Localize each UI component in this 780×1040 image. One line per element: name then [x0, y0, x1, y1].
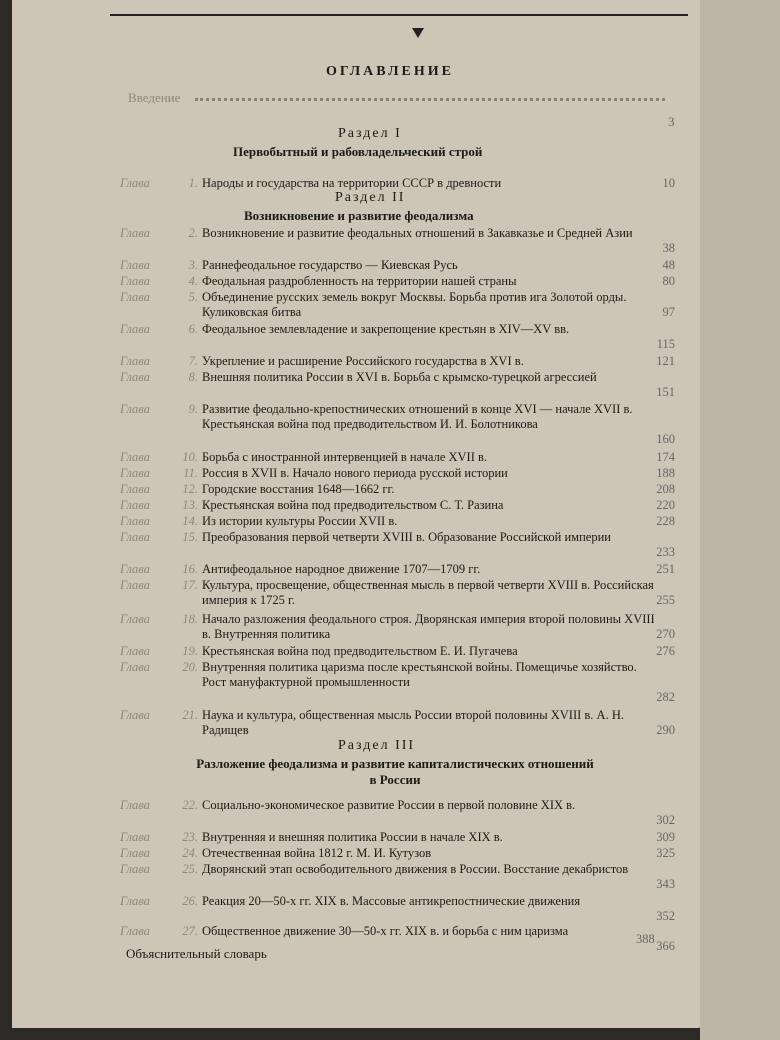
- section-3-label: Раздел III: [338, 738, 416, 753]
- chapter-row: [120, 450, 675, 465]
- chapter-label: Глава: [120, 354, 150, 368]
- chapter-title: Культура, просвещение, общественная мысль в первой четверти XVIII в. Российская империя к 1725 г.: [202, 578, 654, 607]
- chapter-title: Преобразования первой четверти XVIII в. Образование Российской империи: [202, 530, 611, 544]
- chapter-row: [120, 354, 675, 369]
- chapter-label: Глава: [120, 924, 150, 938]
- section-2-subtitle: Возникновение и развитие феодализма: [244, 208, 474, 223]
- chapter-title: Из истории культуры России XVII в.: [202, 514, 398, 528]
- chapter-page: 233: [656, 545, 675, 559]
- chapter-num: 19.: [182, 644, 198, 658]
- chapter-row: [120, 644, 675, 659]
- chapter-row: [120, 612, 675, 642]
- chapter-label: Глава: [120, 612, 150, 626]
- glossary-page: 388: [636, 932, 655, 946]
- intro-page: 3: [668, 114, 675, 129]
- chapter-num: 17.: [182, 578, 198, 592]
- chapter-row: [120, 708, 675, 738]
- chapter-num: 2.: [188, 226, 198, 240]
- chapter-label: Глава: [120, 176, 150, 190]
- chapter-title: Внутренняя и внешняя политика России в начале XIX в.: [202, 830, 503, 844]
- chapter-page: 276: [656, 644, 675, 658]
- section-2-label: Раздел II: [335, 190, 406, 205]
- chapter-label: Глава: [120, 274, 150, 288]
- chapter-row: [120, 370, 675, 400]
- chapter-num: 16.: [182, 562, 198, 576]
- chapter-row: [120, 894, 675, 924]
- facing-page-edge: [700, 0, 780, 1040]
- chapter-row: [120, 846, 675, 861]
- chapter-label: Глава: [120, 258, 150, 272]
- chapter-title: Борьба с иностранной интервенцией в начале XVII в.: [202, 450, 488, 464]
- chapter-row: [120, 290, 675, 320]
- chapter-page: 251: [656, 562, 675, 576]
- chapter-label: Глава: [120, 830, 150, 844]
- chapter-page: 208: [656, 482, 675, 496]
- chapter-title: Социально-экономическое развитие России в первой половине XIX в.: [202, 798, 576, 812]
- chapter-label: Глава: [120, 226, 150, 240]
- chapter-num: 1.: [188, 176, 198, 190]
- chapter-row: [120, 402, 675, 447]
- chapter-title: Феодальное землевладение и закрепощение крестьян в XIV—XV вв.: [202, 322, 570, 336]
- chapter-page: 270: [656, 627, 675, 641]
- chapter-row: [120, 862, 675, 892]
- chapter-num: 23.: [182, 830, 198, 844]
- chapter-num: 5.: [188, 290, 198, 304]
- chapter-num: 7.: [188, 354, 198, 368]
- chapter-title: Начало разложения феодального строя. Дворянская империя второй половины XVIII в. Внутренняя политика: [202, 612, 655, 641]
- section-1-subtitle: Первобытный и рабовладельческий строй: [233, 144, 483, 159]
- chapter-title: Отечественная война 1812 г. М. И. Кутузов: [202, 846, 432, 860]
- chapter-page: 48: [662, 258, 675, 272]
- chapter-row: [120, 660, 675, 705]
- triangle-marker-icon: [412, 28, 424, 38]
- chapter-label: Глава: [120, 894, 150, 908]
- leader-dots: [195, 98, 665, 101]
- chapter-title: Феодальная раздробленность на территории нашей страны: [202, 274, 517, 288]
- chapter-label: Глава: [120, 798, 150, 812]
- chapter-num: 22.: [182, 798, 198, 812]
- chapter-title: Городские восстания 1648—1662 гг.: [202, 482, 395, 496]
- chapter-label: Глава: [120, 498, 150, 512]
- chapter-row: [120, 226, 675, 256]
- chapter-row: [120, 274, 675, 289]
- chapter-page: 325: [656, 846, 675, 860]
- chapter-label: Глава: [120, 846, 150, 860]
- chapter-title: Крестьянская война под предводительством С. Т. Разина: [202, 498, 504, 512]
- chapter-num: 20.: [182, 660, 198, 674]
- chapter-num: 15.: [182, 530, 198, 544]
- chapter-row: [120, 830, 675, 845]
- chapter-page: 174: [656, 450, 675, 464]
- chapter-page: 151: [656, 385, 675, 399]
- chapter-row: [120, 530, 675, 560]
- section-1-label: Раздел I: [338, 126, 402, 141]
- chapter-label: Глава: [120, 466, 150, 480]
- chapter-title: Возникновение и развитие феодальных отношений в Закавказье и Средней Азии: [202, 226, 633, 240]
- chapter-num: 21.: [182, 708, 198, 722]
- chapter-title: Народы и государства на территории СССР в древности: [202, 176, 502, 190]
- chapter-label: Глава: [120, 482, 150, 496]
- chapter-title: Общественное движение 30—50-х гг. XIX в. и борьба с ним царизма: [202, 924, 569, 938]
- chapter-num: 4.: [188, 274, 198, 288]
- chapter-num: 18.: [182, 612, 198, 626]
- chapter-num: 6.: [188, 322, 198, 336]
- top-rule: [110, 14, 688, 16]
- section-3-subtitle: Разложение феодализма и развитие капиталистических отношений в России: [196, 756, 594, 787]
- chapter-label: Глава: [120, 514, 150, 528]
- chapter-row: [120, 258, 675, 273]
- chapter-label: Глава: [120, 450, 150, 464]
- chapter-label: Глава: [120, 644, 150, 658]
- page-title: ОГЛАВЛЕНИЕ: [326, 64, 454, 79]
- chapter-page: 97: [662, 305, 675, 319]
- chapter-page: 220: [656, 498, 675, 512]
- chapter-page: 352: [656, 909, 675, 923]
- chapter-title: Россия в XVII в. Начало нового периода русской истории: [202, 466, 508, 480]
- chapter-num: 12.: [182, 482, 198, 496]
- chapter-page: 282: [656, 690, 675, 704]
- chapter-title: Антифеодальное народное движение 1707—1709 гг.: [202, 562, 481, 576]
- chapter-num: 3.: [188, 258, 198, 272]
- chapter-row: [120, 514, 675, 529]
- chapter-num: 9.: [188, 402, 198, 416]
- chapter-num: 8.: [188, 370, 198, 384]
- glossary-label: Объяснительный словарь: [126, 946, 267, 961]
- chapter-title: Реакция 20—50-х гг. XIX в. Массовые антикрепостнические движения: [202, 894, 581, 908]
- chapter-label: Глава: [120, 578, 150, 592]
- chapter-row: [120, 322, 675, 352]
- chapter-page: 309: [656, 830, 675, 844]
- chapter-page: 121: [656, 354, 675, 368]
- chapter-page: 10: [662, 176, 675, 190]
- chapter-page: 38: [662, 241, 675, 255]
- intro-label: Введение: [128, 90, 181, 105]
- chapter-label: Глава: [120, 862, 150, 876]
- chapter-num: 27.: [182, 924, 198, 938]
- chapter-title: Укрепление и расширение Российского государства в XVI в.: [202, 354, 524, 368]
- chapter-page: 343: [656, 877, 675, 891]
- chapter-page: 160: [656, 432, 675, 446]
- chapter-row: [120, 798, 675, 828]
- chapter-page: 115: [656, 337, 675, 351]
- chapter-row: [120, 482, 675, 497]
- chapter-title: Внутренняя политика царизма после крестьянской войны. Помещичье хозяйство. Рост мануфактурной промышленности: [202, 660, 637, 689]
- chapter-title: Наука и культура, общественная мысль России второй половины XVIII в. А. Н. Радищев: [202, 708, 624, 737]
- chapter-page: 80: [662, 274, 675, 288]
- chapter-label: Глава: [120, 402, 150, 416]
- chapter-num: 25.: [182, 862, 198, 876]
- chapter-label: Глава: [120, 562, 150, 576]
- chapter-title: Развитие феодально-крепостнических отношений в конце XVI — начале XVII в. Крестьянская война под предводительством И. И. Болотникова: [202, 402, 633, 431]
- chapter-row: [120, 498, 675, 513]
- chapter-num: 14.: [182, 514, 198, 528]
- chapter-row: [120, 578, 675, 608]
- chapter-label: Глава: [120, 322, 150, 336]
- chapter-num: 11.: [183, 466, 198, 480]
- chapter-num: 26.: [182, 894, 198, 908]
- chapter-label: Глава: [120, 290, 150, 304]
- chapter-label: Глава: [120, 370, 150, 384]
- chapter-title: Внешняя политика России в XVI в. Борьба с крымско-турецкой агрессией: [202, 370, 597, 384]
- chapter-title: Объединение русских земель вокруг Москвы. Борьба против ига Золотой орды. Куликовская битва: [202, 290, 627, 319]
- chapter-label: Глава: [120, 660, 150, 674]
- chapter-label: Глава: [120, 530, 150, 544]
- chapter-row: [120, 562, 675, 577]
- chapter-title: Крестьянская война под предводительством Е. И. Пугачева: [202, 644, 518, 658]
- chapter-row: [120, 176, 675, 191]
- chapter-page: 302: [656, 813, 675, 827]
- chapter-title: Раннефеодальное государство — Киевская Русь: [202, 258, 458, 272]
- chapter-title: Дворянский этап освободительного движения в России. Восстание декабристов: [202, 862, 629, 876]
- chapter-label: Глава: [120, 708, 150, 722]
- chapter-page: 366: [656, 939, 675, 953]
- chapter-num: 24.: [182, 846, 198, 860]
- chapter-page: 228: [656, 514, 675, 528]
- chapter-num: 10.: [182, 450, 198, 464]
- chapter-num: 13.: [182, 498, 198, 512]
- chapter-page: 188: [656, 466, 675, 480]
- chapter-page: 290: [656, 723, 675, 737]
- chapter-row: [120, 466, 675, 481]
- chapter-page: 255: [656, 593, 675, 607]
